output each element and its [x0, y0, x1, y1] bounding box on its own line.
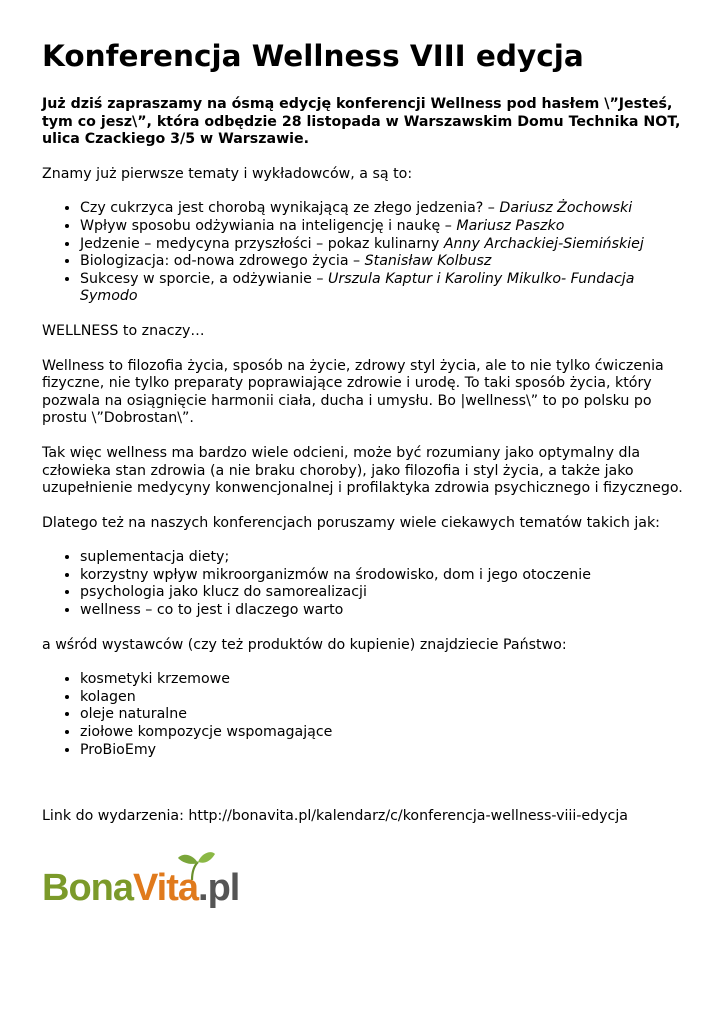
list-item: • ziołowe kompozycje wspomagające — [80, 724, 692, 742]
logo-text-pl: pl — [207, 867, 240, 909]
speaker-name: Anny Archackiej-Siemińskiej — [443, 235, 644, 252]
speaker-topic: Czy cukrzyca jest chorobą wynikającą ze złego jedzenia? – — [80, 200, 500, 217]
speaker-topic: Jedzenie – medycyna przyszłości – pokaz kulinarny — [80, 235, 444, 252]
speaker-topic: Sukcesy w sporcie, a odżywianie – — [80, 270, 328, 287]
svg-text:BonaVita.pl — [42, 867, 239, 909]
event-link[interactable]: Link do wydarzenia: http://bonavita.pl/kalendarz/c/konferencja-wellness-viii-edycja — [42, 808, 628, 825]
list-item: • oleje naturalne — [80, 706, 692, 724]
speaker-topic: Biologizacja: od-nowa zdrowego życia – — [80, 253, 365, 270]
topics-list — [42, 549, 692, 619]
topics-intro: Dlatego też na naszych konferencjach poruszamy wiele ciekawych tematów takich jak: — [42, 514, 660, 531]
exhibitors-intro: a wśród wystawców (czy też produktów do kupienie) znajdziecie Państwo: — [42, 636, 567, 653]
logo-text-vita: Vita — [133, 867, 199, 909]
list-item — [80, 200, 692, 218]
speaker-name: Dariusz Żochowski — [499, 200, 633, 217]
lead-paragraph: Już dziś zapraszamy na ósmą edycję konferencji Wellness pod hasłem \”Jesteś, tym co jesz\”, która odbędzie 28 listopada w Warszawskim Domu Technika NOT, ulica Czackiego 3/5 w Warszawie. — [42, 96, 681, 148]
speaker-topic: Wpływ sposobu odżywiania na inteligencję i naukę – — [80, 217, 457, 234]
page-title: Konferencja Wellness VIII edycja — [42, 39, 584, 73]
speakers-list — [42, 200, 692, 306]
wellness-means: WELLNESS to znaczy… — [42, 322, 205, 339]
speakers-intro: Znamy już pierwsze tematy i wykładowców, a są to: — [42, 165, 413, 182]
list-item: • korzystny wpływ mikroorganizmów na środowisko, dom i jego otoczenie — [80, 567, 692, 585]
paragraph-philosophy: Wellness to filozofia życia, sposób na życie, zdrowy styl życia, ale to nie tylko ćwiczenia fizyczne, nie tylko preparaty poprawiające zdrowie i urodę. To taki sposób życia, który pozwala na osiągnięcie harmonii ciała, ducha i umysłu. Bo |wellness\” to po polsku po prostu \”Dobrostan\”. — [42, 357, 664, 427]
bonavita-logo — [42, 850, 240, 916]
logo-text-bona: Bona — [42, 867, 133, 909]
list-item — [80, 236, 692, 254]
speaker-name: Mariusz Paszko — [456, 217, 565, 234]
logo-text-dot: . — [198, 867, 208, 909]
list-item — [80, 253, 692, 271]
products-list — [42, 671, 692, 759]
list-item — [80, 271, 692, 306]
list-item: • suplementacja diety; — [80, 549, 692, 567]
list-item — [80, 218, 692, 236]
list-item: • wellness – co to jest i dlaczego warto — [80, 602, 692, 620]
list-item: • kosmetyki krzemowe — [80, 671, 692, 689]
list-item: • kolagen — [80, 689, 692, 707]
paragraph-shades: Tak więc wellness ma bardzo wiele odcieni, może być rozumiany jako optymalny dla człowieka stan zdrowia (a nie braku choroby), jako filozofia i styl życia, a także jako uzupełnienie medycyny konwencjonalnej i profilaktyka zdrowia psychicznego i fizycznego. — [42, 444, 683, 497]
speaker-name: Stanisław Kolbusz — [364, 253, 492, 270]
list-item: • psychologia jako klucz do samorealizacji — [80, 584, 692, 602]
list-item: • ProBioEmy — [80, 742, 692, 760]
document-page — [42, 38, 692, 826]
speaker-name: Urszula Kaptur i Karoliny Mikulko- Fundacja Symodo — [80, 270, 635, 305]
